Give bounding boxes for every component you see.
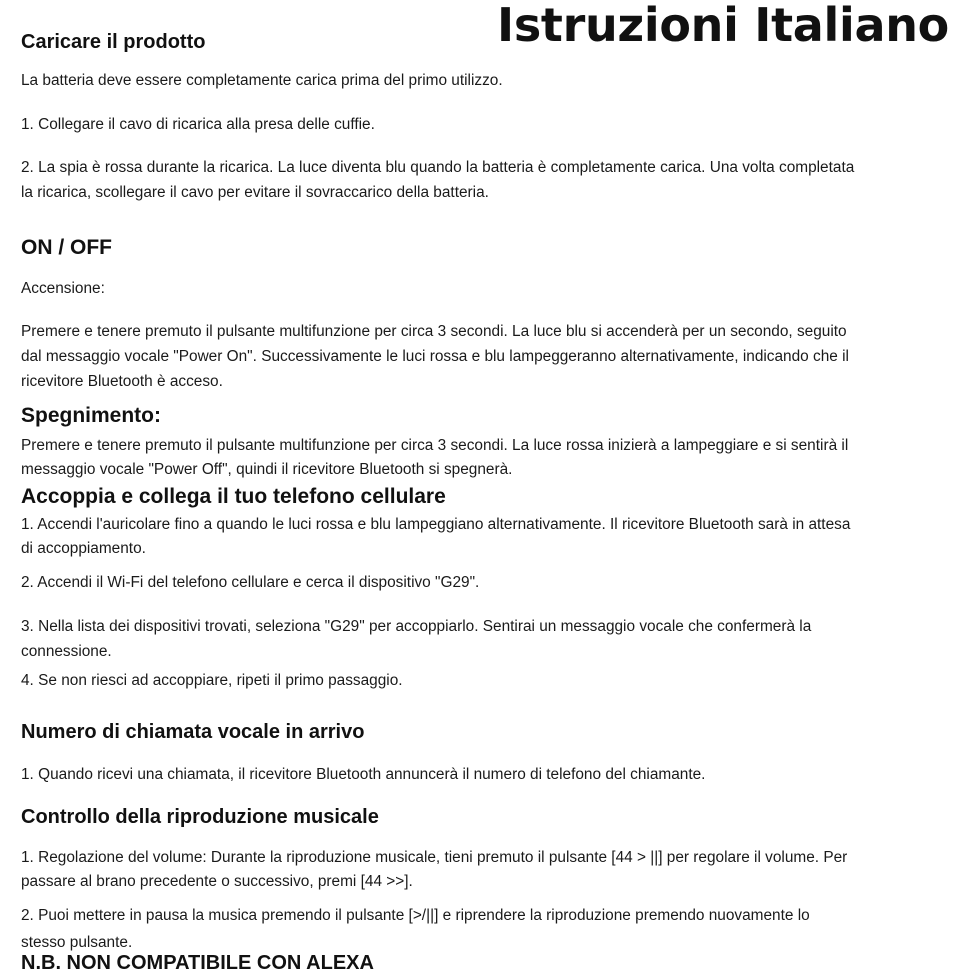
power-on-line-2: dal messaggio vocale "Power On". Successivamente le luci rossa e blu lampeggeranno alternativamente, indicando che il bbox=[21, 348, 849, 365]
pairing-step-2: 2. Accendi il Wi-Fi del telefono cellulare e cerca il dispositivo "G29". bbox=[21, 574, 480, 591]
power-off-line-1: Premere e tenere premuto il pulsante multifunzione per circa 3 secondi. La luce rossa inizierà a lampeggiare e si sentirà il bbox=[21, 437, 849, 454]
pairing-step-1-line-2: di accoppiamento. bbox=[21, 540, 146, 557]
charging-intro: La batteria deve essere completamente carica prima del primo utilizzo. bbox=[21, 72, 503, 89]
page-title: Istruzioni Italiano bbox=[497, 0, 949, 52]
pairing-step-3-line-1: 3. Nella lista dei dispositivi trovati, seleziona "G29" per accoppiarlo. Sentirai un messaggio vocale che confermerà la bbox=[21, 618, 812, 635]
power-on-line-1: Premere e tenere premuto il pulsante multifunzione per circa 3 secondi. La luce blu si accenderà per un secondo, seguito bbox=[21, 323, 847, 340]
pairing-step-4: 4. Se non riesci ad accoppiare, ripeti il primo passaggio. bbox=[21, 672, 403, 689]
pairing-step-1-line-1: 1. Accendi l'auricolare fino a quando le luci rossa e blu lampeggiano alternativamente. Il ricevitore Bluetooth sarà in attesa bbox=[21, 516, 851, 533]
power-heading: ON / OFF bbox=[21, 236, 112, 259]
music-step-2-line-1: 2. Puoi mettere in pausa la musica premendo il pulsante [>/||] e riprendere la riproduzione premendo nuovamente lo bbox=[21, 907, 810, 924]
incoming-call-step-1: 1. Quando ricevi una chiamata, il ricevitore Bluetooth annuncerà il numero di telefono del chiamante. bbox=[21, 766, 706, 783]
power-on-label: Accensione: bbox=[21, 280, 105, 297]
pairing-heading: Accoppia e collega il tuo telefono cellulare bbox=[21, 485, 446, 508]
charging-step-1: 1. Collegare il cavo di ricarica alla presa delle cuffie. bbox=[21, 116, 375, 133]
incoming-call-heading: Numero di chiamata vocale in arrivo bbox=[21, 721, 365, 743]
power-off-line-2: messaggio vocale "Power Off", quindi il ricevitore Bluetooth si spegnerà. bbox=[21, 461, 513, 478]
music-step-1-line-1: 1. Regolazione del volume: Durante la riproduzione musicale, tieni premuto il pulsante [44 > ||] per regolare il volume. Per bbox=[21, 849, 848, 866]
music-heading: Controllo della riproduzione musicale bbox=[21, 806, 379, 828]
power-on-line-3: ricevitore Bluetooth è acceso. bbox=[21, 373, 223, 390]
power-off-heading: Spegnimento: bbox=[21, 404, 161, 427]
music-step-1-line-2: passare al brano precedente o successivo, premi [44 >>]. bbox=[21, 873, 413, 890]
pairing-step-3-line-2: connessione. bbox=[21, 643, 112, 660]
music-step-2-line-2: stesso pulsante. bbox=[21, 934, 133, 951]
charging-heading: Caricare il prodotto bbox=[21, 31, 206, 53]
compatibility-note: N.B. NON COMPATIBILE CON ALEXA bbox=[21, 952, 374, 974]
charging-step-2-line-2: la ricarica, scollegare il cavo per evitare il sovraccarico della batteria. bbox=[21, 184, 489, 201]
charging-step-2-line-1: 2. La spia è rossa durante la ricarica. La luce diventa blu quando la batteria è completamente carica. Una volta completata bbox=[21, 159, 855, 176]
